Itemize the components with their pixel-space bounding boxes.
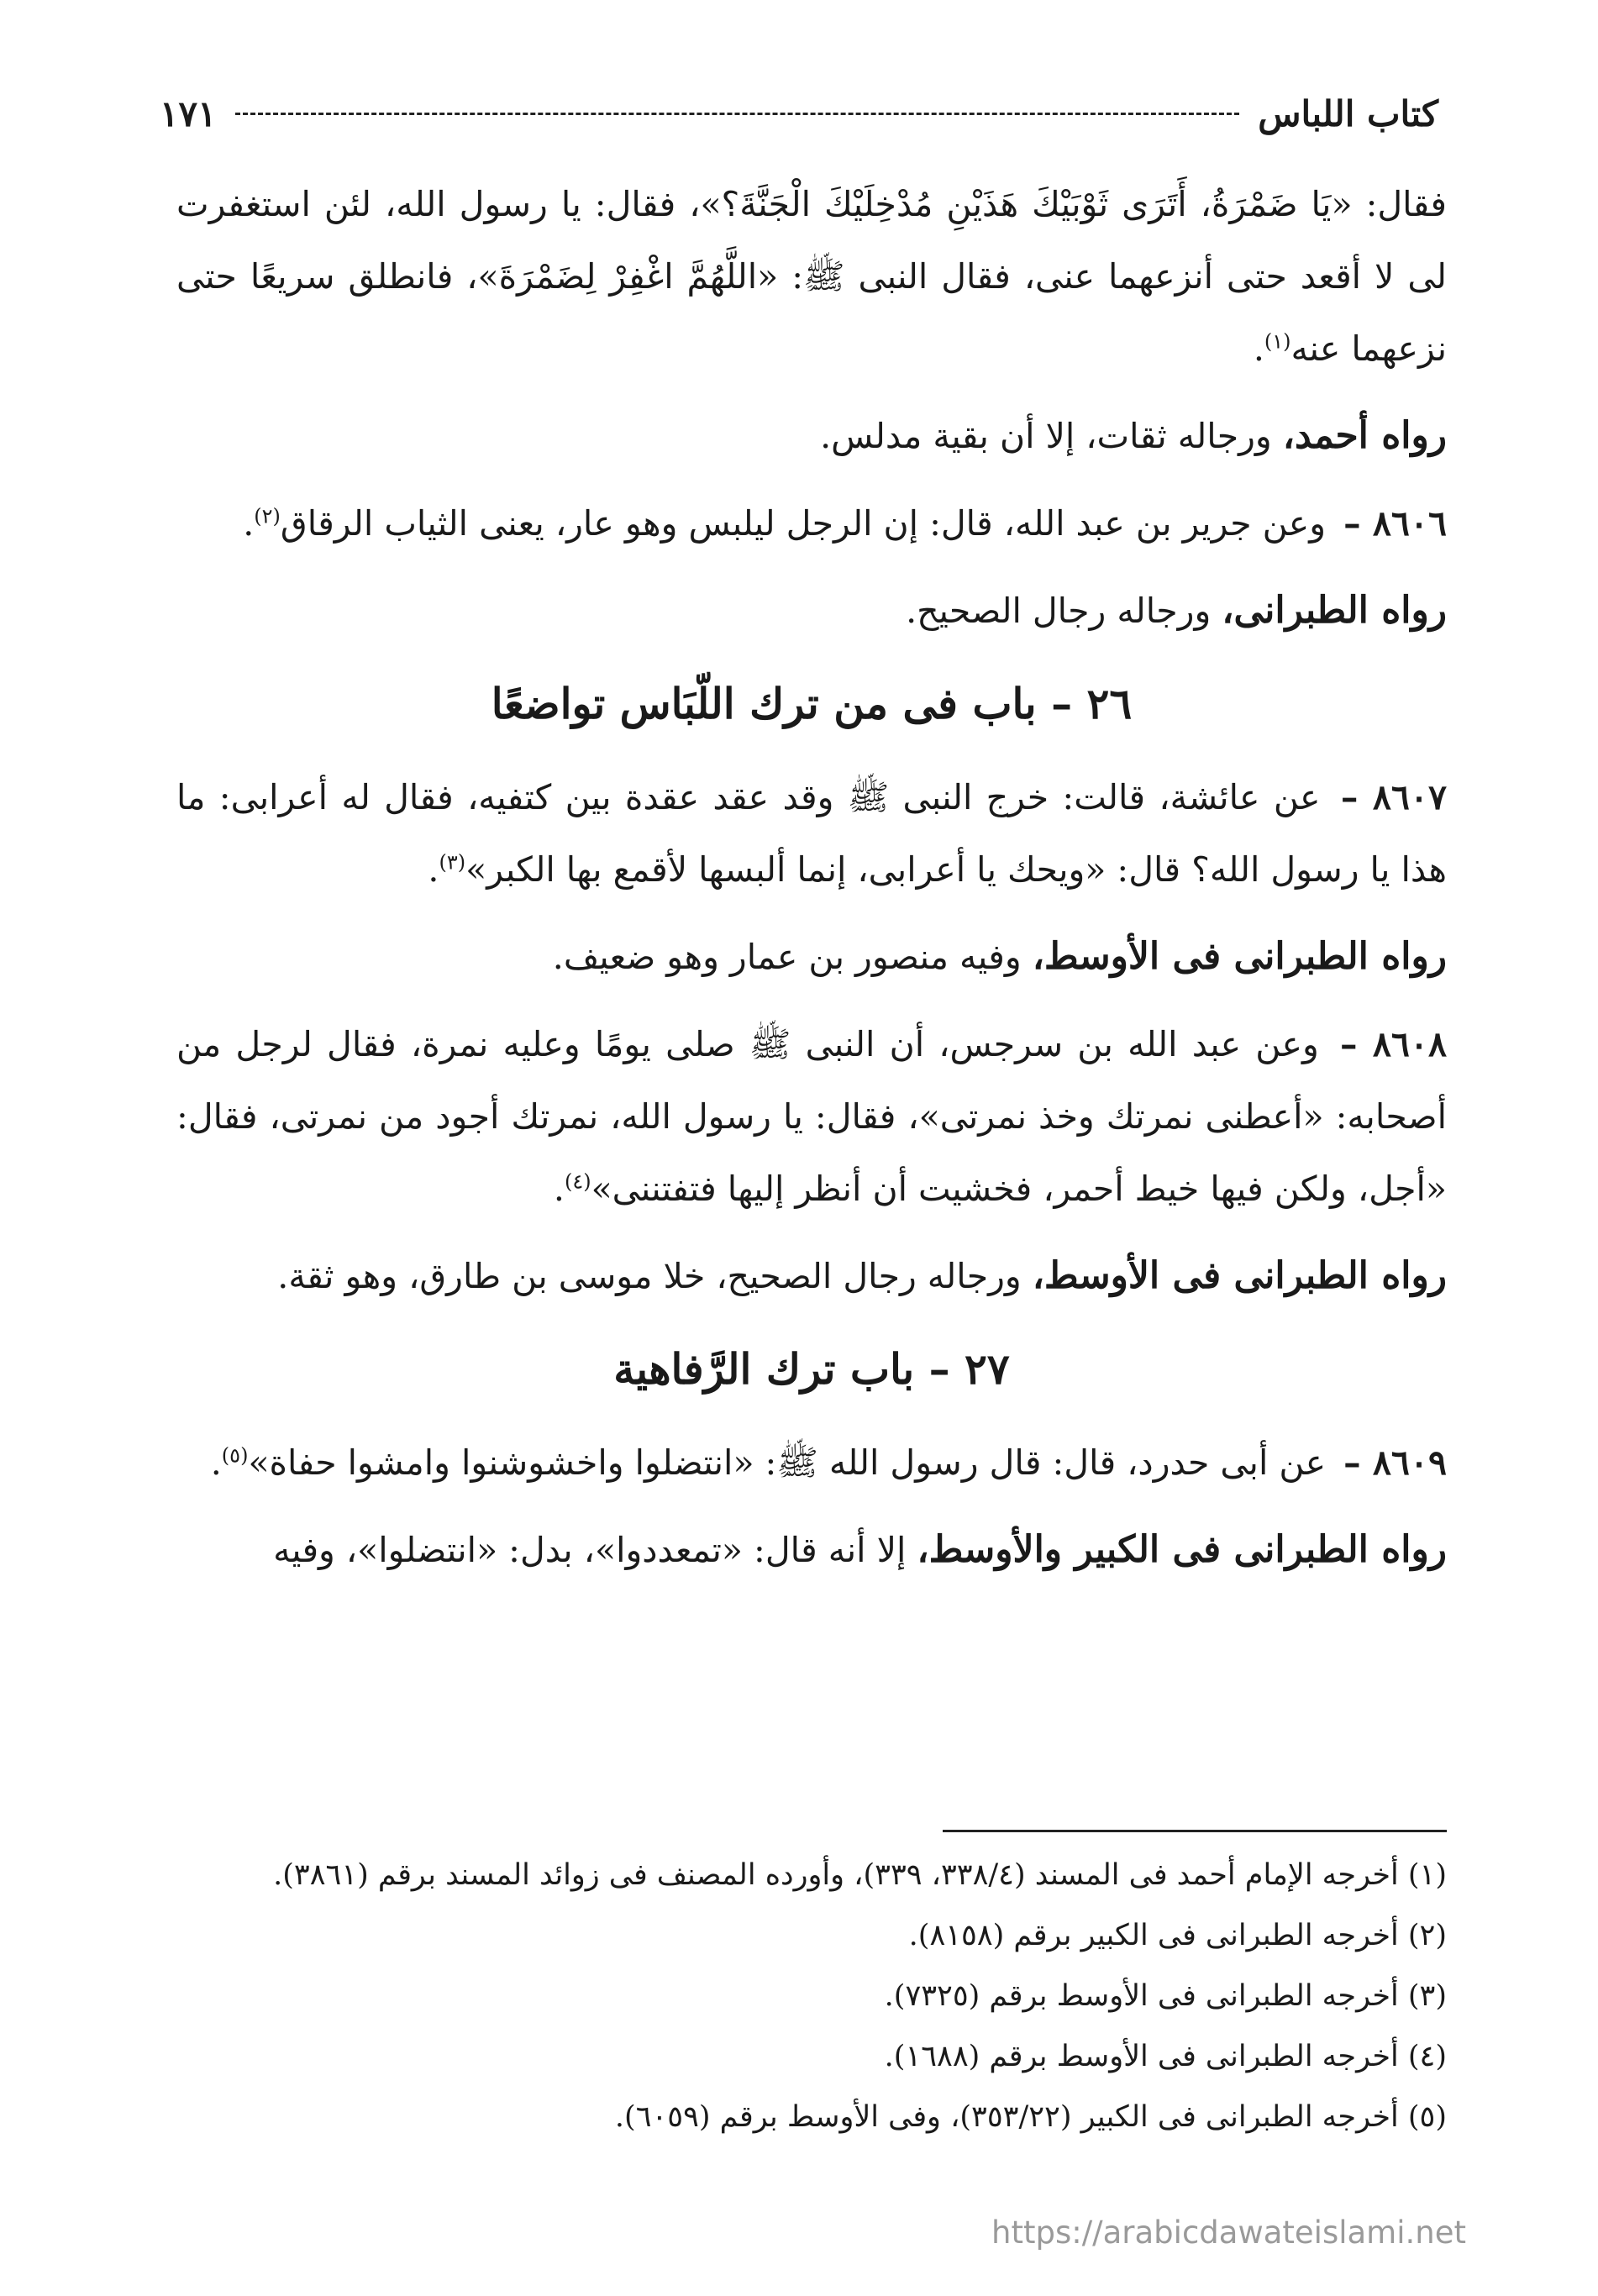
source-label: رواه الطبرانى، (1222, 589, 1447, 632)
running-head-title: كتاب اللباس (1258, 92, 1438, 134)
paragraph-text: وعن جرير بن عبد الله، قال: إن الرجل ليلبس وهو عار، يعنى الثياب الرقاق (280, 503, 1327, 544)
paragraph-grading-8609 (176, 1514, 1447, 1586)
footnote-divider (943, 1830, 1447, 1832)
paragraph-text: إلا أنه قال: «تمعددوا»، بدل: «انتضلوا»، وفيه (273, 1530, 917, 1570)
paragraph-text: ورجاله رجال الصحيح، خلا موسى بن طارق، وهو ثقة. (277, 1256, 1033, 1296)
source-label: رواه الطبرانى فى الأوسط، (1032, 935, 1447, 978)
hadith-number: ٨٦٠٨ – (1339, 1024, 1447, 1064)
paragraph-grading-8607 (176, 921, 1447, 993)
paragraph-text: وعن عبد الله بن سرجس، أن النبى ﷺ صلى يومًا وعليه نمرة، فقال لرجل من أصحابه: «أعطنى نمرتك وخذ نمرتى»، فقال: يا رسول الله، نمرتك أجود من نمرتى، فقال: «أجل، ولكن فيها خيط أحمر، فخشيت أن أنظر إليها فتفتننى» (176, 1024, 1447, 1209)
paragraph-text: ورجاله ثقات، إلا أن بقية مدلس. (820, 416, 1283, 456)
running-head-rule (235, 113, 1240, 115)
chapter-heading-26: ٢٦ – باب فى من ترك اللّبَاس تواضعًا (491, 679, 1133, 728)
footnote-3: (٣) أخرجه الطبرانى فى الأوسط برقم (٧٣٢٥). (884, 1979, 1447, 2013)
paragraph-text: عن أبى حدرد، قال: قال رسول الله ﷺ: «انتضلوا واخشوشنوا وامشوا حفاة» (248, 1442, 1327, 1483)
paragraph-hadith-8609: ٨٦٠٩ – عن أبى حدرد، قال: قال رسول الله ﷺ: «انتضلوا واخشوشنوا وامشوا حفاة»$^{(٥)}$. (210, 1442, 1447, 1483)
running-head (160, 84, 1438, 143)
footnote-ref: (٥) (221, 1443, 249, 1468)
footnote-ref: (١) (1264, 329, 1291, 354)
paragraph-text: فقال: «يَا ضَمْرَةُ، أَتَرَى ثَوْبَيْكَ هَذَيْنِ مُدْخِلَيْكَ الْجَنَّةَ؟»، فقال: يا رسول الله، لئن استغفرت لى لا أقعد حتى أنزعهما عنى، فقال النبى ﷺ: «اللَّهُمَّ اغْفِرْ لِضَمْرَةَ»، فانطلق سريعًا حتى نزعهما عنه (176, 184, 1447, 369)
body-text (176, 168, 1447, 1601)
paragraph-grading-8605 (176, 400, 1447, 472)
paragraph-hadith-8607: ٨٦٠٧ – عن عائشة، قالت: خرج النبى ﷺ وقد عقد عقدة بين كتفيه، فقال له أعرابى: ما هذا يا رسول الله؟ قال: «ويحك يا أعرابى، إنما ألبسها لأقمع بها الكبر»$^{(٣)}$. (176, 777, 1447, 890)
paragraph-text: عن عائشة، قالت: خرج النبى ﷺ وقد عقد عقدة بين كتفيه، فقال له أعرابى: ما هذا يا رسول الله؟ قال: «ويحك يا أعرابى، إنما ألبسها لأقمع بها الكبر» (176, 777, 1447, 890)
source-label: رواه الطبرانى فى الكبير والأوسط، (917, 1528, 1447, 1571)
paragraph-text: ورجاله رجال الصحيح. (906, 591, 1222, 631)
chapter-heading-27: ٢٧ – باب ترك الرَّفاهية (613, 1344, 1010, 1394)
footnote-4: (٤) أخرجه الطبرانى فى الأوسط برقم (١٦٨٨). (884, 2040, 1447, 2073)
paragraph-grading-8606 (176, 575, 1447, 647)
footnote-2: (٢) أخرجه الطبرانى فى الكبير برقم (٨١٥٨). (908, 1919, 1447, 1952)
footnote-ref: (٤) (564, 1169, 591, 1194)
footnote-5: (٥) أخرجه الطبرانى فى الكبير (٣٥٣/٢٢)، وفى الأوسط برقم (٦٠٥٩). (614, 2100, 1447, 2134)
watermark-url: https://arabicdawateislami.net (991, 2215, 1466, 2251)
source-label: رواه الطبرانى فى الأوسط، (1032, 1254, 1447, 1297)
paragraph-hadith-8608: ٨٦٠٨ – وعن عبد الله بن سرجس، أن النبى ﷺ صلى يومًا وعليه نمرة، فقال لرجل من أصحابه: «أعطنى نمرتك وخذ نمرتى»، فقال: يا رسول الله، نمرتك أجود من نمرتى، فقال: «أجل، ولكن فيها خيط أحمر، فخشيت أن أنظر إليها فتفتننى»$^{(٤)}$. (176, 1024, 1447, 1209)
paragraph-text: وفيه منصور بن عمار وهو ضعيف. (552, 937, 1033, 977)
hadith-number: ٨٦٠٧ – (1340, 777, 1447, 817)
page-number: ١٧١ (160, 92, 217, 134)
footnotes (176, 1848, 1447, 2151)
hadith-number: ٨٦٠٦ – (1343, 503, 1447, 544)
hadith-number: ٨٦٠٩ – (1343, 1442, 1447, 1483)
footnote-ref: (٢) (254, 504, 281, 528)
paragraph-hadith-8605-end: فقال: «يَا ضَمْرَةُ، أَتَرَى ثَوْبَيْكَ هَذَيْنِ مُدْخِلَيْكَ الْجَنَّةَ؟»، فقال: يا رسول الله، لئن استغفرت لى لا أقعد حتى أنزعهما عنى، فقال النبى ﷺ: «اللَّهُمَّ اغْفِرْ لِضَمْرَةَ»، فانطلق سريعًا حتى نزعهما عنه$^{(١)}$. (176, 184, 1447, 369)
paragraph-hadith-8606: ٨٦٠٦ – وعن جرير بن عبد الله، قال: إن الرجل ليلبس وهو عار، يعنى الثياب الرقاق$^{(٢)}$. (243, 503, 1447, 544)
footnote-1: (١) أخرجه الإمام أحمد فى المسند (٣٣٨/٤، ٣٣٩)، وأورده المصنف فى زوائد المسند برقم (٣٨٦١). (273, 1858, 1447, 1892)
source-label: رواه أحمد، (1282, 414, 1447, 457)
paragraph-grading-8608 (176, 1240, 1447, 1312)
footnote-ref: (٣) (439, 850, 466, 875)
